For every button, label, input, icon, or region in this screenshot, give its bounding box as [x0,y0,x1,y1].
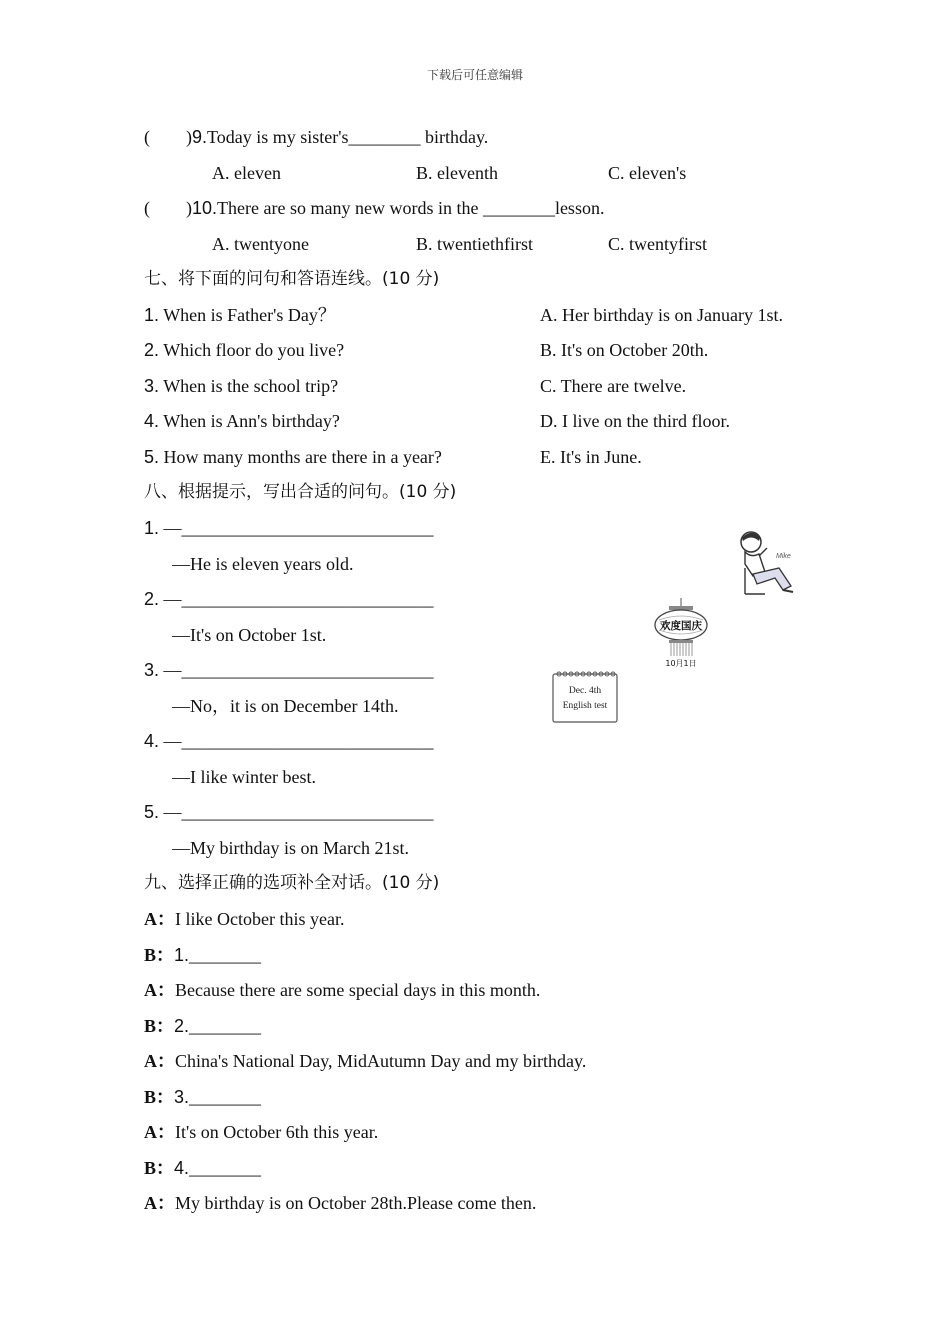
item-text: When is Ann's birthday? [159,411,340,431]
write-question-3[interactable] [144,659,434,681]
answer-paren[interactable]: ( ) [144,127,192,147]
match-question-1[interactable] [144,304,336,326]
question-number: 10. [192,198,218,218]
answer-blank[interactable]: ________ [189,1016,262,1036]
blank-number: 4. [174,1158,190,1178]
item-number: 4. [144,411,160,431]
item-text: When is Father's Day？ [159,305,336,325]
dialogue-text: China's National Day, MidAutumn Day and my birthday. [175,1051,587,1071]
blank-number: 2. [174,1016,190,1036]
answer-blank[interactable]: ________ [189,1087,262,1107]
item-number: 4. [144,731,160,751]
q9-option-a[interactable]: A. eleven [212,163,281,183]
speaker-label: A： [144,1051,175,1071]
speaker-label: B： [144,1087,175,1107]
dialogue-text: It's on October 6th this year. [175,1122,379,1142]
item-number: 1. [144,305,160,325]
speaker-label: B： [144,1158,175,1178]
answer-blank[interactable]: —____________________________ [159,802,434,822]
question-text: Today is my sister's________ birthday. [207,127,489,147]
question-9 [144,126,488,148]
blank-number: 1. [174,945,190,965]
item-text: When is the school trip? [159,376,339,396]
write-question-4[interactable] [144,730,434,752]
q9-option-b[interactable]: B. eleventh [416,163,498,183]
hint-answer-4: —I like winter best. [172,767,316,787]
speaker-label: B： [144,945,175,965]
dialogue-line-1 [144,908,344,930]
boy-mike-illustration [735,528,805,598]
hint-answer-3: —No，it is on December 14th. [172,696,399,716]
lantern-date: 10月1日 [665,659,697,668]
answer-blank[interactable]: —____________________________ [159,731,434,751]
answer-blank[interactable]: —____________________________ [159,589,434,609]
match-question-5[interactable] [144,446,442,468]
hint-answer-2: —It's on October 1st. [172,625,327,645]
item-number: 5. [144,802,160,822]
write-question-1[interactable] [144,517,434,539]
boy-name-label: Mike [776,553,791,560]
question-10 [144,197,604,219]
q10-option-c[interactable]: C. twentyfirst [608,234,707,254]
answer-blank[interactable]: ________ [189,1158,262,1178]
hint-answer-1: —He is eleven years old. [172,554,354,574]
item-number: 2. [144,589,160,609]
blank-number: 3. [174,1087,190,1107]
match-question-2[interactable] [144,339,344,361]
dialogue-line-4[interactable] [144,1015,261,1037]
item-number: 3. [144,660,160,680]
speaker-label: A： [144,1193,175,1213]
question-text: There are so many new words in the ________lesson. [217,198,605,218]
speaker-label: A： [144,909,175,929]
calendar-event: English test [562,701,608,711]
dialogue-text: I like October this year. [175,909,345,929]
dialogue-line-7 [144,1121,378,1143]
calendar-date: Dec. 4th [568,686,602,696]
hint-answer-5: —My birthday is on March 21st. [172,838,409,858]
lantern-text: 欢度国庆 [660,620,702,632]
page-header: 下载后可任意编辑 [426,68,523,82]
item-text: How many months are there in a year? [159,447,442,467]
answer-blank[interactable]: —____________________________ [159,518,434,538]
dialogue-line-8[interactable] [144,1157,261,1179]
dialogue-line-6[interactable] [144,1086,261,1108]
speaker-label: A： [144,980,175,1000]
match-answer-c[interactable]: C. There are twelve. [540,376,687,396]
dialogue-line-9 [144,1192,536,1214]
answer-blank[interactable]: —____________________________ [159,660,434,680]
write-question-5[interactable] [144,801,434,823]
dialogue-text: Because there are some special days in this month. [175,980,541,1000]
item-number: 1. [144,518,160,538]
answer-blank[interactable]: ________ [189,945,262,965]
question-number: 9. [192,127,208,147]
item-number: 2. [144,340,160,360]
section-7-title: 七、将下面的问句和答语连线。(10 分) [144,269,440,289]
dialogue-line-3 [144,979,540,1001]
lantern-illustration [650,598,712,672]
q10-option-a[interactable]: A. twentyone [212,234,309,254]
answer-paren[interactable]: ( ) [144,198,192,218]
calendar-illustration [550,668,622,726]
match-question-4[interactable] [144,410,340,432]
speaker-label: B： [144,1016,175,1036]
item-text: Which floor do you live? [159,340,345,360]
item-number: 3. [144,376,160,396]
section-9-title: 九、选择正确的选项补全对话。(10 分) [144,873,440,893]
dialogue-text: My birthday is on October 28th.Please come then. [175,1193,537,1213]
match-answer-b[interactable]: B. It's on October 20th. [540,340,709,360]
match-answer-e[interactable]: E. It's in June. [540,447,642,467]
match-question-3[interactable] [144,375,338,397]
q10-option-b[interactable]: B. twentiethfirst [416,234,533,254]
speaker-label: A： [144,1122,175,1142]
section-8-title: 八、根据提示，写出合适的问句。(10 分) [144,482,457,502]
write-question-2[interactable] [144,588,434,610]
item-number: 5. [144,447,160,467]
match-answer-a[interactable]: A. Her birthday is on January 1st. [540,305,783,325]
dialogue-line-2[interactable] [144,944,261,966]
dialogue-line-5 [144,1050,586,1072]
match-answer-d[interactable]: D. I live on the third floor. [540,411,730,431]
q9-option-c[interactable]: C. eleven's [608,163,687,183]
